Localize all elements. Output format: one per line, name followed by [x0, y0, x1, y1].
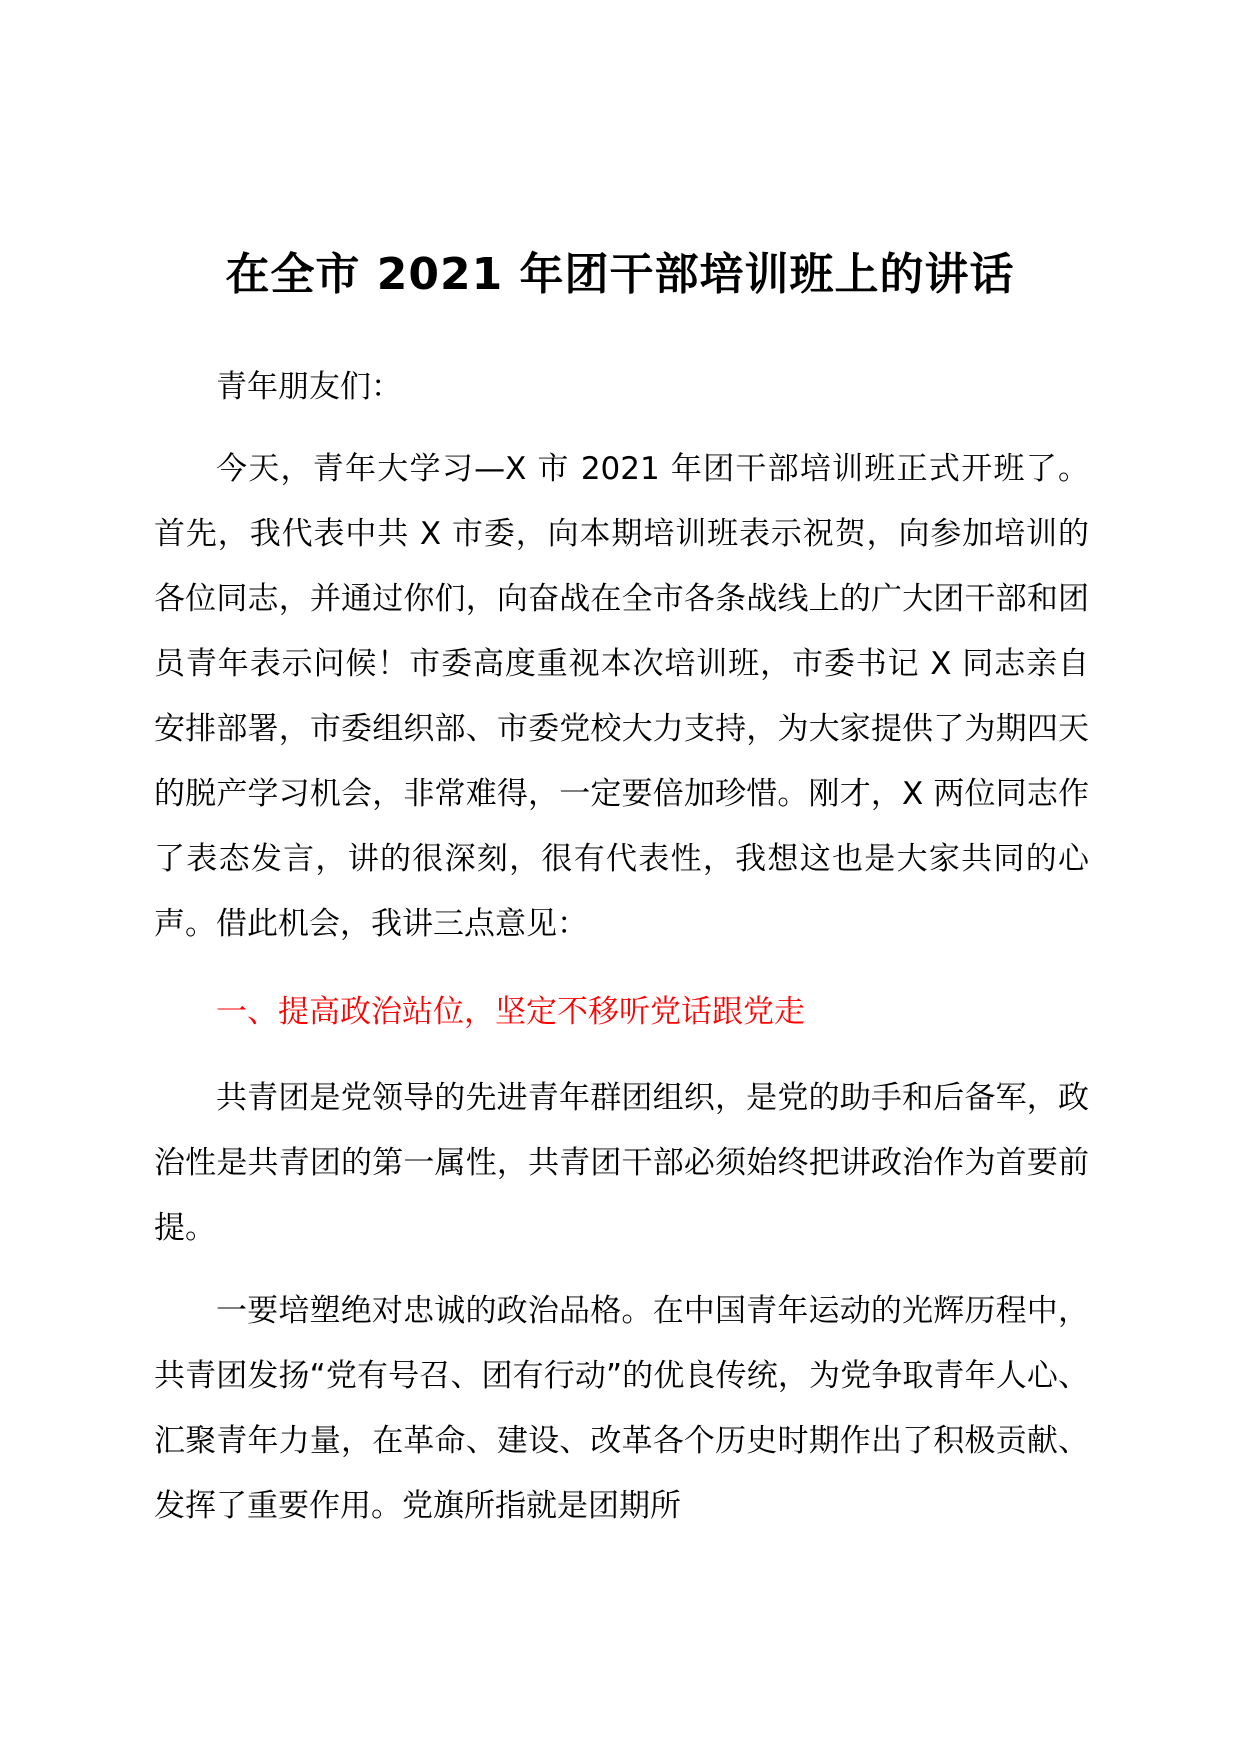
paragraph-section-1-point-1: 一要培塑绝对忠诚的政治品格。在中国青年运动的光辉历程中，共青团发扬“党有号召、团有行动”的优良传统，为党争取青年人心、汇聚青年力量，在革命、建设、改革各个历史时期作出了积极贡献、发挥了重要作用。党旗所指就是团期所	[154, 1293, 1089, 1524]
section-heading-1: 一、提高政治站位，坚定不移听党话跟党走	[216, 994, 805, 1030]
salutation: 青年朋友们：	[216, 369, 402, 405]
paragraph-section-1-intro: 共青团是党领导的先进青年群团组织，是党的助手和后备军，政治性是共青团的第一属性，共青团干部必须始终把讲政治作为首要前提。	[154, 1080, 1089, 1246]
document-title: 在全市 2021 年团干部培训班上的讲话	[225, 249, 1015, 300]
paragraph-opening: 今天，青年大学习—X 市 2021 年团干部培训班正式开班了。首先，我代表中共 X 市委，向本期培训班表示祝贺，向参加培训的各位同志，并通过你们，向奋战在全市各条战线上的广大团干部和团员青年表示问候！市委高度重视本次培训班，市委书记 X 同志亲自安排部署，市委组织部、市委党校大力支持，为大家提供了为期四天的脱产学习机会，非常难得，一定要倍加珍惜。刚才，X 两位同志作了表态发言，讲的很深刻，很有代表性，我想这也是大家共同的心声。借此机会，我讲三点意见：	[154, 451, 1089, 942]
